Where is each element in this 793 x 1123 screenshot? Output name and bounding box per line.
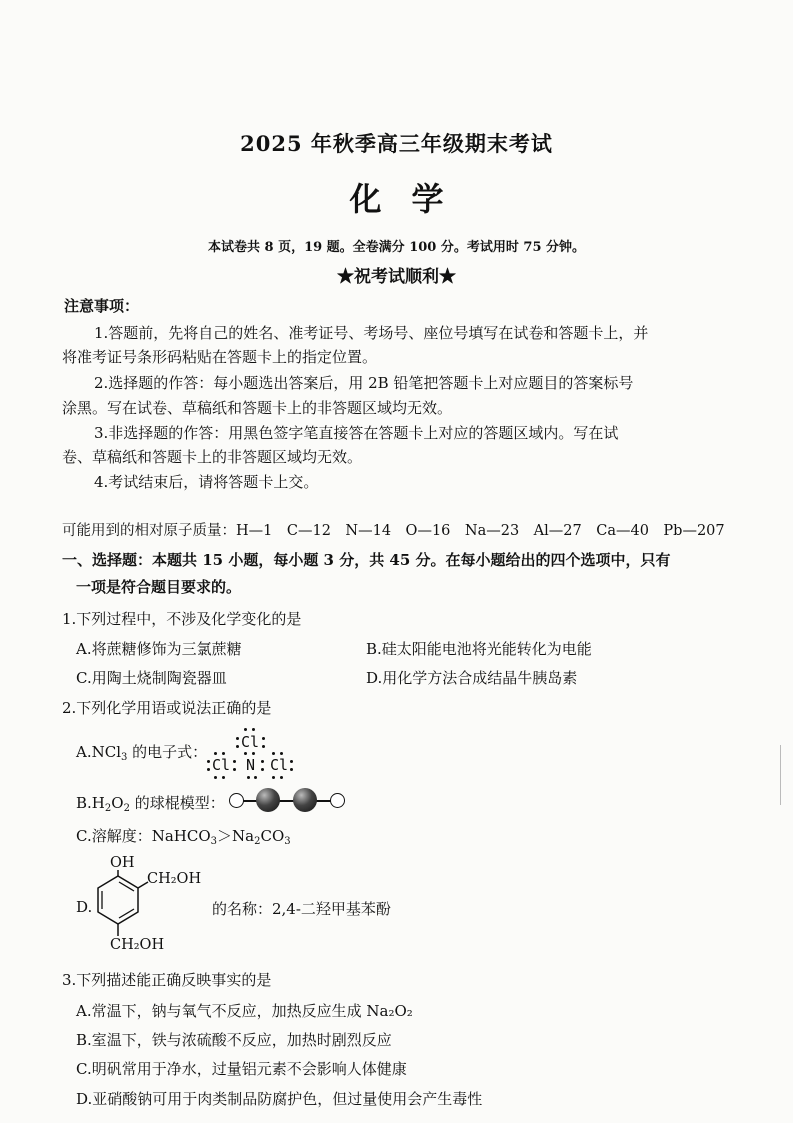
notice-item-3-line-2: 卷、草稿纸和答题卡上的非答题区域均无效。 — [62, 448, 363, 466]
good-luck-banner: ★祝考试顺利★ — [337, 267, 456, 287]
notice-heading: 注意事项： — [64, 297, 140, 315]
structure-oh-label: OH — [110, 855, 135, 871]
atomic-masses: 可能用到的相对原子质量：H—1 C—12 N—14 O—16 Na—23 Al—27 Ca—40 Pb—207 — [62, 523, 725, 539]
question-2-option-d-label: D. — [76, 898, 93, 916]
question-2-option-a: A.NCl$_3$ 的电子式： — [76, 743, 208, 763]
structure-ch2oh-top-label: CH₂OH — [147, 871, 202, 887]
notice-item-2-line-1: 2.选择题的作答：每小题选出答案后，用 2B 铅笔把答题卡上对应题目的答案标号 — [94, 374, 634, 392]
hydrogen-atom-ball — [330, 793, 345, 808]
hydrogen-atom-ball — [229, 793, 244, 808]
section-1-heading-line-1: 一、选择题：本题共 15 小题，每小题 3 分，共 45 分。在每小题给出的四个选项中，只有 — [62, 551, 671, 569]
exam-meta: 本试卷共 8 页，19 题。全卷满分 100 分。考试用时 75 分钟。 — [207, 240, 586, 255]
question-1-stem: 1.下列过程中，不涉及化学变化的是 — [62, 610, 302, 628]
oxygen-atom-ball — [293, 788, 317, 812]
notice-item-4: 4.考试结束后，请将答题卡上交。 — [94, 473, 319, 491]
question-2-option-b: $B.H_2O_2$ 的球棍模型： — [76, 794, 225, 814]
question-1-option-a: A.将蔗糖修饰为三氯蔗糖 — [76, 640, 242, 658]
electron-formula-cl-top: Cl — [241, 733, 260, 751]
question-3-option-c: C.明矾常用于净水，过量铝元素不会影响人体健康 — [76, 1060, 407, 1078]
notice-item-3-line-1: 3.非选择题的作答：用黑色签字笔直接答在答题卡上对应的答题区域内。写在试 — [94, 424, 619, 442]
question-3-option-b: B.室温下，铁与浓硫酸不反应，加热时剧烈反应 — [76, 1031, 392, 1049]
question-1-option-c: C.用陶土烧制陶瓷器皿 — [76, 669, 227, 687]
question-3-stem: 3.下列描述能正确反映事实的是 — [62, 971, 272, 989]
scan-edge-mark — [780, 745, 781, 805]
question-1-option-b: B.硅太阳能电池将光能转化为电能 — [366, 640, 592, 658]
notice-item-1-line-1: 1.答题前，先将自己的姓名、准考证号、考场号、座位号填写在试卷和答题卡上，并 — [94, 324, 649, 342]
exam-title: 2025 年秋季高三年级期末考试 — [240, 131, 553, 156]
notice-item-1-line-2: 将准考证号条形码粘贴在答题卡上的指定位置。 — [62, 348, 378, 366]
electron-formula-cl-left: Cl — [212, 756, 231, 774]
section-1-heading-line-2: 一项是符合题目要求的。 — [76, 578, 242, 596]
oxygen-atom-ball — [256, 788, 280, 812]
subject-title: 化学 — [349, 180, 474, 218]
question-2-option-c: C.溶解度：$NaHCO_3>Na_2CO_3$ — [76, 827, 291, 847]
benzene-ring-structure — [86, 870, 156, 940]
question-2-stem: 2.下列化学用语或说法正确的是 — [62, 699, 272, 717]
question-3-option-a: A.常温下，钠与氧气不反应，加热反应生成 Na₂O₂ — [76, 1002, 413, 1020]
notice-item-2-line-2: 涂黑。写在试卷、草稿纸和答题卡上的非答题区域均无效。 — [62, 399, 453, 417]
structure-ch2oh-bottom-label: CH₂OH — [110, 937, 165, 953]
question-3-option-d: D.亚硝酸钠可用于肉类制品防腐护色，但过量使用会产生毒性 — [76, 1090, 483, 1108]
question-1-option-d: D.用化学方法合成结晶牛胰岛素 — [366, 669, 578, 687]
electron-formula-cl-right: Cl — [270, 756, 289, 774]
question-2-option-d-text: 的名称：2,4-二羟甲基苯酚 — [212, 900, 391, 918]
electron-formula-n: N — [246, 756, 256, 774]
